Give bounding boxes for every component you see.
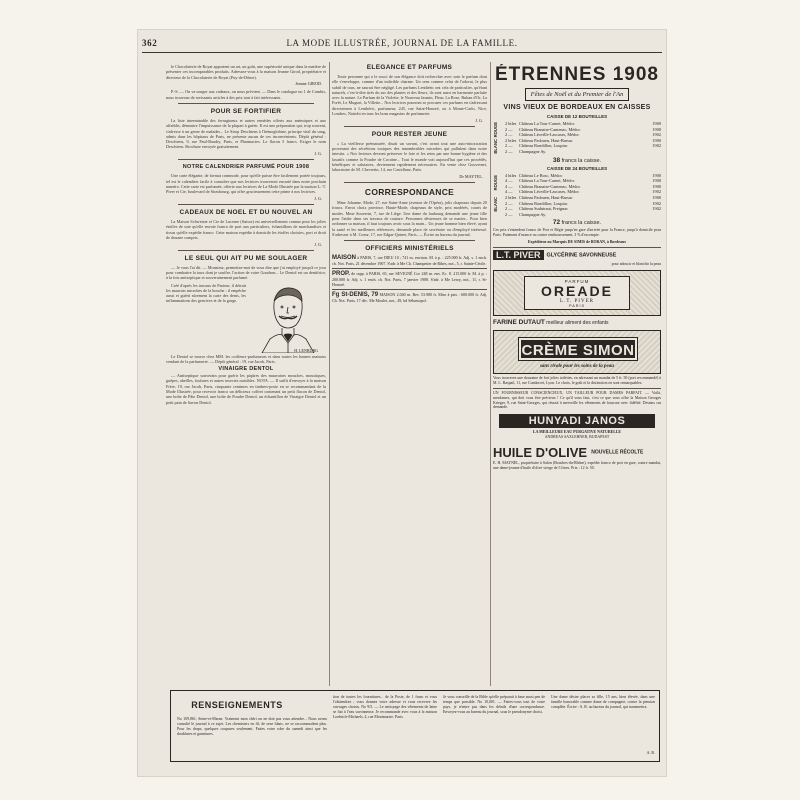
article-signature: Dr MAYTEL. (459, 174, 483, 180)
article-heading: CORRESPONDANCE (364, 187, 455, 198)
wine-row: 2 — Château Léoville-Lascases, Médoc 1902 (505, 132, 661, 138)
wine-group (493, 138, 661, 155)
divider (178, 103, 314, 104)
wine-row: 2 — Champagne Ay. (505, 148, 547, 154)
wine-group-label: ROUGE (493, 174, 498, 190)
article-heading: POUR RESTER JEUNE (371, 130, 448, 138)
journal-title: LA MODE ILLUSTRÉE, JOURNAL DE LA FAMILLE. (286, 38, 518, 48)
article-subheading: VINAIGRE DENTOL (218, 366, 274, 373)
portrait-block (166, 283, 326, 353)
creme-simon-tagline: sans rivale pour les soins de la peau (539, 363, 615, 369)
wine-ad-title: ÉTRENNES 1908 (494, 64, 659, 85)
hunyadi-sub: LA MEILLEURE EAU PURGATIVE NATURELLE (532, 430, 622, 435)
wine-group-label: BLANC (493, 196, 498, 212)
article-text: le Chocolaterie de Royat apportent un art, un goût, une supériorité unique dans la matière de présenter ces incomparables produits. Adressez-vous à la maison Jeanne Girod, propriétaire et directeur de la Chocolaterie de Royat (Puy-de-Dôme). (166, 64, 326, 80)
divider (493, 388, 661, 389)
wine-group (493, 195, 661, 217)
article-text: — Je vous l'ai dit. — Monsieur, permettez-moi de vous dire que j'ai employé jusqu'à ce jour pour combattre la toux dont je souffre, l'action de votre Goudron... Le Dentol est un dentifrice, à la fois antiseptique et souverainement parfumé. (166, 264, 326, 281)
wine-row: 4 btles Château Le Bosc, Médoc 1900 (505, 172, 661, 178)
hunyadi-ad: HUNYADI JANOS (499, 414, 655, 428)
article-signature: J. G. (314, 151, 322, 157)
case-price: 38 francs la caisse. (552, 156, 602, 164)
case-price: 72 francs la caisse. (552, 219, 602, 227)
piver-ad: L.T. PIVER GLYCÉRINE SAVONNEUSE (493, 250, 661, 260)
article-heading: ÉLÉGANCE ET PARFUMS (366, 64, 453, 71)
renseignements-text: No 109,861, Seine-et-Marne. Vraiment mon chéri on ne doit pas vous attendre... Nous avons consulté le journal à ce sujet. Les chemisiers en fil, de sexe blanc, ne se raccommodent plus. Pour les draps, quelques coupures seulement. Faites votre robe du samedi ainsi que les doublures et garnitures. (177, 717, 327, 736)
article-text: Le Dentol se trouve chez MM. les coiffeurs-parfumeurs et dans toutes les bonnes maisons vendant de la parfumerie. — Dépôt général : 19, rue Jacob, Paris. (166, 353, 326, 364)
renseignements-text: Une dame désire placer sa fille, 15 ans, bien élevée, dans une famille honorable comme dame de compagnie, contre la pension complète. Écrire : A. R. au bureau du journal, qui transmettra. (551, 695, 655, 709)
wine-ad-subtitle: VINS VIEUX DE BORDEAUX EN CAISSES (503, 104, 651, 111)
divider (178, 159, 314, 160)
wine-row: 4 — Château La Tour-Carnet, Médoc 1900 (505, 178, 661, 184)
oreade-name: OREADE (541, 282, 613, 299)
header-rule (142, 52, 662, 53)
renseignements-box (170, 690, 660, 762)
fournisseur-text: UN FOURNISSEUR CONSCIENCIEUX, UN TAILLEUR POUR DAMES PARFAIT. — Voilà, mesdames, qui doit vous être précieux ! Ce qu'il vous faut, c'est ce que vous offre la Maison Georges Krieger, 9, rue Saint-Georges, qui réussit à merveille les vêtements de fourrure avec fidélité. Dessins sur demande. (493, 390, 661, 410)
article-text: Mme Johanne, Mode, 27, rue Saint-Anne (avenue de l'Opéra), jolis chapeaux depuis 20 francs. Envoi choix province. Haute-Mode, chapeaux de style, prix modérés, courts de modes. Mme Souverin, 7, rue de Liège. Une dame du faubourg demande une jeune fille pour l'aider dans ses travaux de couture. Personnes désireuses de se marier... Pour bien ordonner sa maison, il faut toujours avoir sous la main... Un jeune homme bien élevé, ayant la santé et les meilleures références, demande place de secrétaire ou d'employé intéressé. S'adresser à M. Coeur, 17, rue Edgar-Quinet, Paris. — Écrire au bureau du journal. (332, 200, 487, 237)
wine-group-label: ROUGE (493, 122, 498, 138)
divider (178, 204, 314, 205)
oreade-label (524, 276, 630, 310)
legal-notice: MAISON à PARIS, 7, rue DIEU 10 ; 741 m. environ. M. à p. : 225.000 fr. Adj. s. 1 ench. ch. Not. Paris, 21 décembre 1907. S'adr. à Me Ch. Champetier de Ribes, not., 5, r. Sainte-Cécile. (332, 255, 487, 267)
renseignements-text: Je vous conseille de la Bible qu'elle préparait à base aussi peu de temps que possible. No 10,001. — Faites-vous tout de votre pays, je n'entre pas dans les détails d'une correspondance. Envoyez-vous au bureau du journal, sous le pseudonyme choisi. (443, 695, 545, 714)
page-number: 362 (142, 38, 158, 48)
portrait-caption: H. LENBURG (294, 347, 318, 353)
article-heading: OFFICIERS MINISTÉRIELS (365, 245, 454, 253)
divider (332, 289, 487, 290)
legal-notice: PROP. de rapp. à PARIS, 65, rue SEVIGNÉ Cce 248 m. env. Ec. 8. 215.000 fr. M. à p. : 200.000 fr. Adj. s. 1 ench. ch. Not. Paris, 7 janvier 1908. S'adr. à Me Leroy, not., 11, r. St-Honoré. (332, 271, 487, 288)
article-text: Toute personne qui a le souci de son élégance doit rechercher avec soin le parfum dont elle s'enveloppe, comme d'un indicible charme. Un sens comme celui de l'odorat, le plus subtil de tous, ne saurait être négligé. Les parfums Lenthéric ont cela de particulier, qu'étant naturels, c'est-à-dire tirés du suc des plantes et des fleurs, ils sont aussi en harmonie parfaite avec la nature. Le Parfum de la Violette, le Nouveau Jasmin, Fleur, La Rose, Ruban d'Or, La Forêt, Le Muguet, la Villette... Nos lectrices pourront se procurer ces parfums en s'adressant directement à Lenthéric, parfumeur, 245, rue Saint-Honoré, ou à Monte-Carlo, Nice, Londres, Nairobi en tous les bons magasins de parfumerie. (332, 74, 487, 117)
case-heading: CAISSE DE 24 BOUTEILLES (546, 165, 608, 171)
article-text: La Maison Schweizer et Cie de Lucerne (Suisse) est universellement connue pour les jolies étoffes de soie qu'elle envoie franco de port aux particuliers, échantillons de marchandises et tissus qu'elle expédie franco. Cette maison expédie à domicile les étoffes choisies, port et droit de douane compris. (166, 218, 326, 240)
oreade-city: PARIS (568, 303, 586, 308)
portrait-illustration (248, 283, 326, 353)
wine-row: 2 — Château Suduiraut, Preignac 1902 (505, 206, 661, 212)
notice-text: Vous trouverez une douzaine de fort jolies toilettes, en adressant un mandat de 5 fr. 50 (port recommandé) à M. L. Raspail, 11, rue Condorcet, Lyon. Le choix, le goût et la distinction en sont remarquables. (493, 375, 661, 385)
column-divider (490, 62, 491, 686)
huile-ad: HUILE D'OLIVE NOUVELLE RÉCOLTE (493, 445, 644, 461)
column-right (493, 64, 661, 692)
wine-group-label: BLANC (493, 138, 498, 154)
wine-row: 2 — Champagne Ay. (505, 211, 547, 217)
renseignements-signature: A. B. (646, 751, 655, 755)
article-heading: NOTRE CALENDRIER PARFUMÉ POUR 1908 (182, 164, 310, 171)
wine-row: 2 btles Château Padouen, Haut-Barsac 1900 (505, 137, 661, 143)
wine-row: 2 btles Château La Tour-Carnet, Médoc 1900 (505, 121, 661, 126)
divider (493, 247, 661, 248)
oreade-parfum: PARFUM (564, 278, 590, 284)
creme-simon-name: CRÈME SIMON (519, 338, 637, 360)
article-signature: J. G. (475, 117, 483, 123)
page-header (142, 38, 662, 52)
article-text: Une carte élégante, de format commode, pour qu'elle puisse être facilement portée toujours, tel est le calendrier facile à consulter que nos lectrices trouveront encarté dans notre prochain numéro. Cette carte est parfumée, offerte aux lectrices de La Mode Illustrée par la maison L.-T. Piver et Cie, boulevard de Strasbourg, qui offre gracieusement cette prime à nos lectrices. (166, 173, 326, 195)
divider (178, 250, 314, 251)
wine-group (493, 121, 661, 138)
legal-notice: Fg St-DENIS, 79 MAISON 2.040 m. Rev. 53.980 fr. Mise à prix : 600.000 fr. Adj. Ch. Not. Paris, 17 déc. Me Moulet, not., 49, bd Sébastopol. (332, 292, 487, 304)
article-heading: POUR SE FORTIFIER (210, 107, 282, 115)
column-divider (329, 62, 330, 686)
article-heading: LE SEUL QUI AIT PU ME SOULAGER (184, 254, 308, 262)
article-text: — Antiseptique souverain pour guérir les piqûres des mauvaises mouches, moustiques, guêpes, abeilles, foulures et autres insectes nuisibles. NOTA. — Il suffit d'envoyer à la maison Frère, 19, rue Jacob, Paris, cinquante centimes en timbres-poste en se recommandant de la Mode Illustrée, pour recevoir franco un délicieux coffret contenant un petit flacon de Dentol, une boîte de Pâte Dentol, une boîte de Poudre Dentol, un échantillon de Vinaigre Dentol et un petit pain de Savon Dentol. (166, 373, 326, 405)
wine-row: 2 — Château Rondillon, Loupiac 1902 (505, 143, 661, 149)
article-signature: J. G. (314, 241, 322, 247)
hunyadi-sub2: ANDREAS SAXLEHNER, BUDAPEST (544, 435, 610, 440)
renseignements-text: tion de toutes les fournitures... de la Poste, de 1 franc et vous l'obtiendrez ; vous donnez votre adresse et vous recevrez les ouvrages choisis. No 9/5. — Le nettoyage des vêtements de laine se fait à l'eau savonneuse. Je recommande avec vous à la maison Loebrich-Michaels, 4, rue Montmartre, Paris. (333, 695, 437, 719)
wine-row: 4 — Château Léoville-Lascases, Médoc 1902 (505, 189, 661, 195)
column-middle (332, 64, 487, 692)
renseignements-title: RENSEIGNEMENTS (191, 700, 283, 710)
creme-simon-ad (493, 330, 661, 374)
column-left (166, 64, 326, 692)
article-signature: J. G. (314, 195, 322, 201)
wine-ad-shipper: Expéditeur au Marquis DE SIMIS de BORAN, à Bordeaux (527, 240, 627, 245)
article-text: « La vieillesse prématurée, disait un savant, c'est avant tout une auto-intoxication provenant des sécrétions toxiques des innombrables microbes qui pullulent dans notre intestin. » Nos lecteurs devront préserver le foie et les reins par une bonne hygiène et des laxatifs comme la Poudre de Cocaïne... Tout le monde voit aujourd'hui que ces procédés, bénéfiques et salutaires, deviennent rapidement nécessaires. En vente chez Gouvernet, laboratoire de M. Chevretin, 14, rue Castellane, Paris. (332, 140, 487, 173)
wine-group (493, 173, 661, 195)
huile-text: E. H. MAYNEL, propriétaire à Salon (Bouches-du-Rhône), expédie franco de port en gare, contre mandat, une dame-jeanne d'huile d'olive vierge de 5 litres. Prix : 12 fr. 50. (493, 461, 661, 471)
article-heading: CADEAUX DE NOEL ET DU NOUVEL AN (179, 208, 313, 216)
divider (344, 182, 475, 183)
piver-ad-sub: pour adoucir et blanchir la peau (611, 262, 661, 267)
article-text: P.-S. — On va songer aux cadeaux, on nous prévient. — Dans le catalogue no 1 de Combis, nous trouvons de ravissants articles à des prix tout à fait intéressants. (166, 89, 326, 100)
legal-notices (332, 255, 487, 303)
wine-row: 2 — Château Branaire-Cantenac, Médoc 1900 (505, 126, 661, 132)
article-text: La liste interminable des ferrugineux et autres remèdes offerts aux anémiques et aux affaiblis, démontre l'impuissance de la plupart à guérir. Il est une préparation qui, trop souvent, s'adresse à un genre de malades... Le Sirop Deschiens à l'hémoglobine, principe vital du sang, admis dans les hôpitaux de Paris, ne présente aucun de ces inconvénients. Dépôt général : Deschiens, 9, rue Paul-Baudry, Paris, et Pharmacies. Le flacon 5 francs. Exiger le nom Deschiens. Brochure envoyée gratuitement. (166, 117, 326, 150)
oreade-maker: L.T. PIVER (560, 298, 594, 304)
article-text: Créé d'après les travaux de Pasteur, il détruit les mauvais microbes de la bouche ; il empêche aussi et guérit sûrement la carie des dents, les inflammations des gencives et de la gorge. (166, 282, 246, 304)
divider (344, 240, 475, 241)
case-heading: CAISSE DE 12 BOUTEILLES (546, 114, 608, 119)
article-signature: Jeanne GIROD. (295, 81, 322, 87)
oreade-ad (493, 270, 661, 316)
divider (344, 126, 475, 127)
farine-ad: FARINE DUTAUT meilleur aliment des enfants (493, 318, 609, 326)
wine-row: 2 btles Château Padouen, Haut-Barsac 1900 (505, 194, 661, 200)
wine-ad-banner: Fêtes de Noël et du Premier de l'An (525, 88, 629, 101)
wine-row: 2 — Château Rondillon, Loupiac 1902 (505, 200, 661, 206)
divider (332, 268, 487, 269)
wine-row: 4 — Château Branaire-Cantenac, Médoc 1900 (505, 183, 661, 189)
wine-ad-footnote: Ces prix s'entendent franco de Port et Régie jusqu'en gare d'arrivée pour la France, jusqu'à domicile pour Paris. Paiement d'avance ou contre remboursement, 3 % d'escompte. (493, 228, 661, 238)
